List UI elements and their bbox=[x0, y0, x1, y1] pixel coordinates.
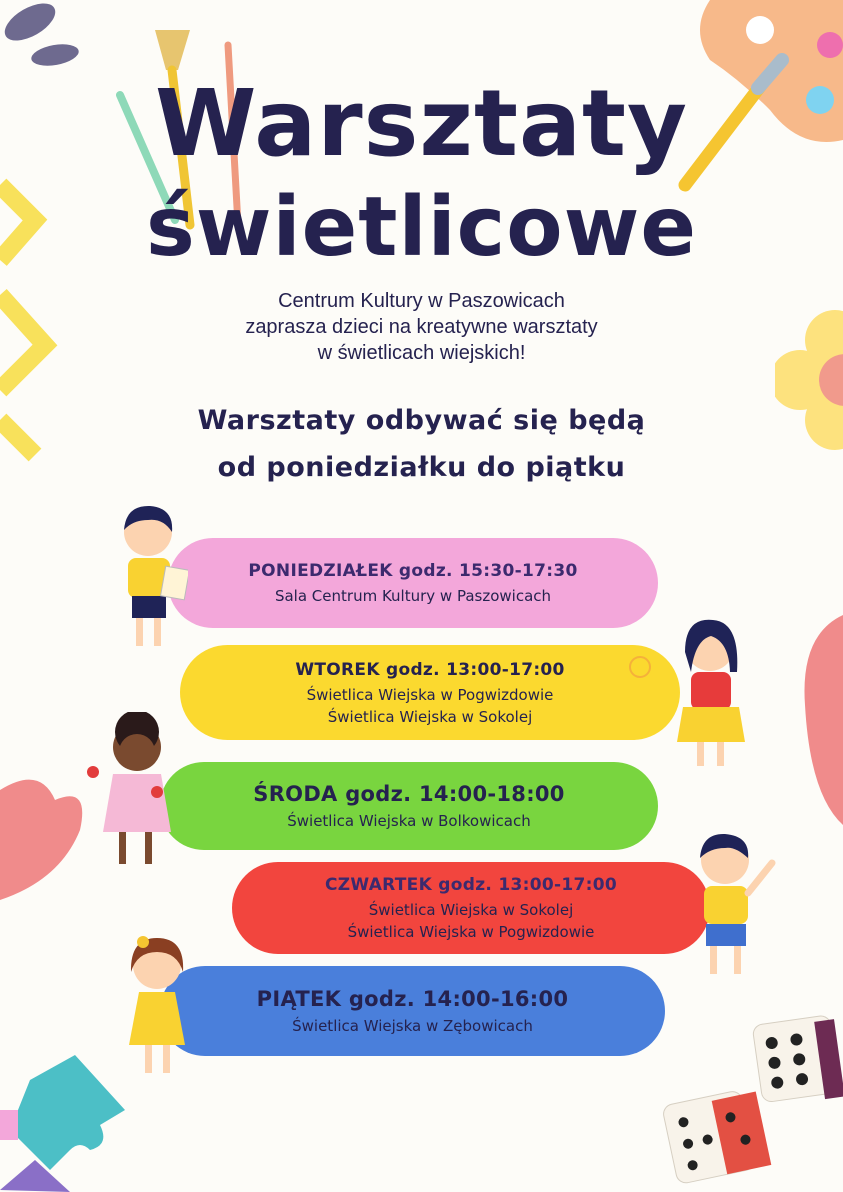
subtitle-line1: Warsztaty odbywać się będą bbox=[197, 405, 646, 436]
child-illustration bbox=[680, 828, 780, 988]
page-title-line2: świetlicowe bbox=[145, 180, 697, 275]
dice-icon bbox=[660, 1005, 843, 1192]
schedule-location: Świetlica Wiejska w Sokolej bbox=[327, 707, 533, 726]
schedule-day: PIĄTEK godz. 14:00-16:00 bbox=[256, 987, 569, 1011]
child-illustration bbox=[108, 500, 188, 660]
subtitle-line2: od poniedziałku do piątku bbox=[217, 452, 626, 483]
page-title-line1: Warsztaty bbox=[155, 70, 688, 177]
child-illustration bbox=[85, 712, 190, 872]
intro-line1: Centrum Kultury w Paszowicach bbox=[278, 290, 565, 312]
schedule-band-tuesday bbox=[180, 645, 680, 740]
schedule-band-thursday bbox=[232, 862, 710, 954]
intro-line3: w świetlicach wiejskich! bbox=[317, 342, 526, 364]
child-illustration bbox=[625, 612, 750, 772]
child-illustration bbox=[115, 930, 200, 1080]
blob-shape bbox=[790, 615, 843, 825]
intro-line2: zaprasza dzieci na kreatywne warsztaty bbox=[245, 316, 598, 338]
schedule-day: PONIEDZIAŁEK godz. 15:30-17:30 bbox=[248, 561, 578, 581]
schedule-band-friday bbox=[160, 966, 665, 1056]
puzzle-icon bbox=[0, 1050, 130, 1192]
schedule-location: Świetlica Wiejska w Bolkowicach bbox=[287, 812, 531, 830]
intro-text bbox=[0, 288, 843, 366]
schedule-location: Sala Centrum Kultury w Paszowicach bbox=[274, 587, 552, 605]
schedule-band-wednesday bbox=[160, 762, 658, 850]
schedule-location: Świetlica Wiejska w Sokolej bbox=[368, 901, 574, 919]
heart-shape bbox=[0, 770, 85, 910]
leaf-shapes bbox=[0, 0, 100, 80]
schedule-location: Świetlica Wiejska w Pogwizdowie bbox=[347, 923, 595, 941]
schedule-location: Świetlica Wiejska w Pogwizdowie bbox=[306, 685, 554, 704]
schedule-day: CZWARTEK godz. 13:00-17:00 bbox=[325, 875, 617, 895]
schedule-location: Świetlica Wiejska w Zębowicach bbox=[292, 1017, 533, 1035]
schedule-band-monday bbox=[168, 538, 658, 628]
schedule-day: WTOREK godz. 13:00-17:00 bbox=[295, 659, 565, 680]
schedule-day: ŚRODA godz. 14:00-18:00 bbox=[253, 782, 565, 806]
